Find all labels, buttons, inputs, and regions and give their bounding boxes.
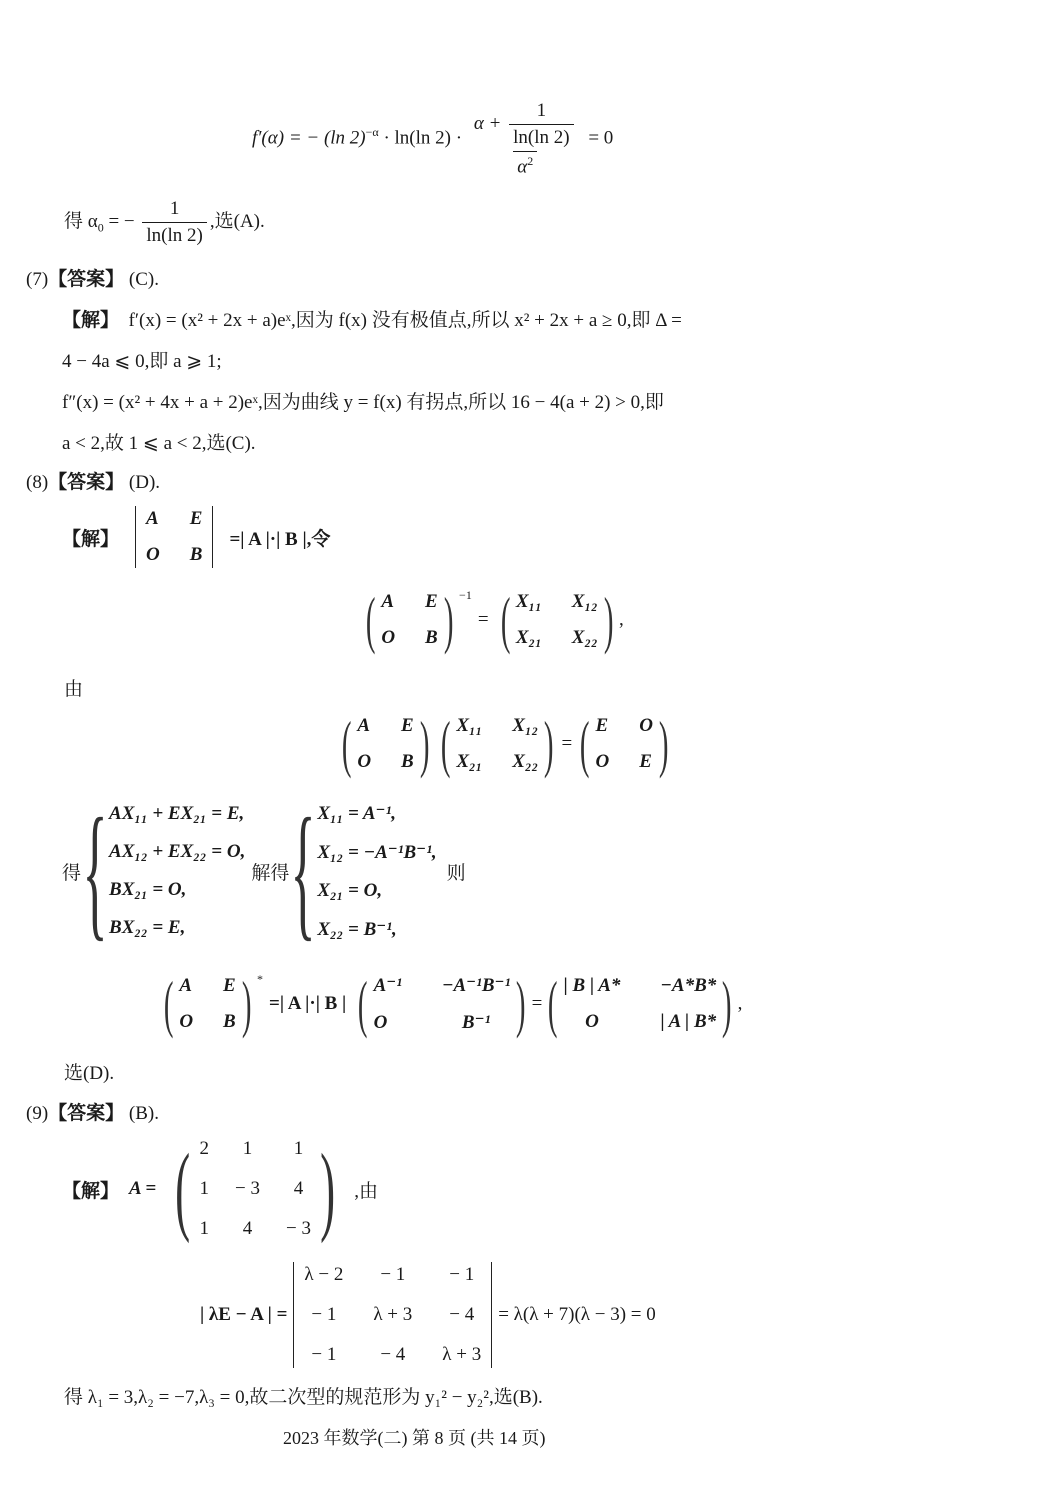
- answer-label: 【答案】: [48, 268, 125, 290]
- q7-solution-line1: 【解】 f′(x) = (x² + 2x + a)eˣ,因为 f(x) 没有极值点,所以 x² + 2x + a ≥ 0,即 Δ =: [62, 309, 682, 331]
- deriv-fraction: α + $\frac{1}{\ln(\ln 2)}$ $\alpha^2$: [470, 100, 581, 178]
- q7-solution-line2: 4 − 4a ⩽ 0,即 a ⩾ 1;: [62, 351, 222, 372]
- q9-matrix-line: 【解】 A = ( 2 1 1 1 − 3 4 1 4 − 3 ) ,由: [62, 1133, 379, 1244]
- q6-result: 得 $\alpha_0$ = − $\frac{1}{\ln(\ln 2)}$ ,选(A).: [64, 198, 265, 246]
- q7-answer-line: (7)【答案】 (C).: [26, 268, 159, 290]
- q8-conclusion: 选(D).: [64, 1063, 115, 1084]
- equation-system-2: X₁₁ = A⁻¹, X₁₂ = −A⁻¹B⁻¹, X₂₁ = O, X₂₂ = B⁻¹,: [317, 802, 437, 940]
- q8-by-label: 由: [64, 679, 84, 700]
- q8-systems: 得 { AX₁₁ + EX₂₁ = E, AX₁₂ + EX₂₂ = O, BX₂₁ = O, BX₂₂ = E, 解得 { X₁₁ = A⁻¹, X₁₂ = −A⁻¹B⁻¹, X₂₁ = O, X₂₂ = B⁻¹, 则: [62, 788, 466, 954]
- q8-answer-line: (8)【答案】 (D).: [26, 471, 161, 493]
- q8-product-equation: ( A E O B ) ( X₁₁ X₁₂ X₂₁ X₂₂ ) = ( E O O E ): [341, 708, 669, 779]
- q8-adjugate-equation: ( A E O B ) * =| A |·| B | ( A⁻¹ −A⁻¹B⁻¹ O B⁻¹ ) = ( | B | A* −A*B* O | A | B* ) ,: [163, 968, 743, 1039]
- q9-charpoly-line: | λE − A | = λ − 2 − 1 − 1 − 1 λ + 3 − 4 − 1 − 4 λ + 3 = λ(λ + 7)(λ − 3) = 0: [200, 1262, 656, 1368]
- q8-determinant-line: 【解】 A E O B =| A |·| B |,令: [62, 506, 330, 568]
- block-determinant: A E O B: [135, 506, 213, 568]
- q6-derivative-equation: f′(α) = − (ln 2)$^{-\alpha}$ · ln(ln 2) · α + $\frac{1}{\ln(\ln 2)}$ $\alpha^2$ = 0: [252, 100, 614, 178]
- solution-label: 【解】: [62, 309, 120, 331]
- page-footer: 2023 年数学(二) 第 8 页 (共 14 页): [283, 1428, 546, 1448]
- charpoly-determinant: λ − 2 − 1 − 1 − 1 λ + 3 − 4 − 1 − 4 λ + 3: [293, 1262, 492, 1368]
- q9-conclusion: 得 λ₁ = 3,λ₂ = −7,λ₃ = 0,故二次型的规范形为 y₁² − y₂²,选(B).: [64, 1387, 543, 1408]
- q8-inverse-equation: ( A E O B ) $^{-1}$ = ( X₁₁ X₁₂ X₂₁ X₂₂ ) ,: [365, 584, 624, 655]
- deriv-lhs: f′(α) = − (ln 2): [252, 127, 366, 149]
- equation-system-1: AX₁₁ + EX₂₁ = E, AX₁₂ + EX₂₂ = O, BX₂₁ = O, BX₂₂ = E,: [109, 803, 246, 938]
- q9-answer-line: (9)【答案】 (B).: [26, 1102, 159, 1124]
- q7-solution-line3: f″(x) = (x² + 4x + a + 2)eˣ,因为曲线 y = f(x) 有拐点,所以 16 − 4(a + 2) > 0,即: [62, 392, 664, 413]
- q7-solution-line4: a < 2,故 1 ⩽ a < 2,选(C).: [62, 433, 256, 454]
